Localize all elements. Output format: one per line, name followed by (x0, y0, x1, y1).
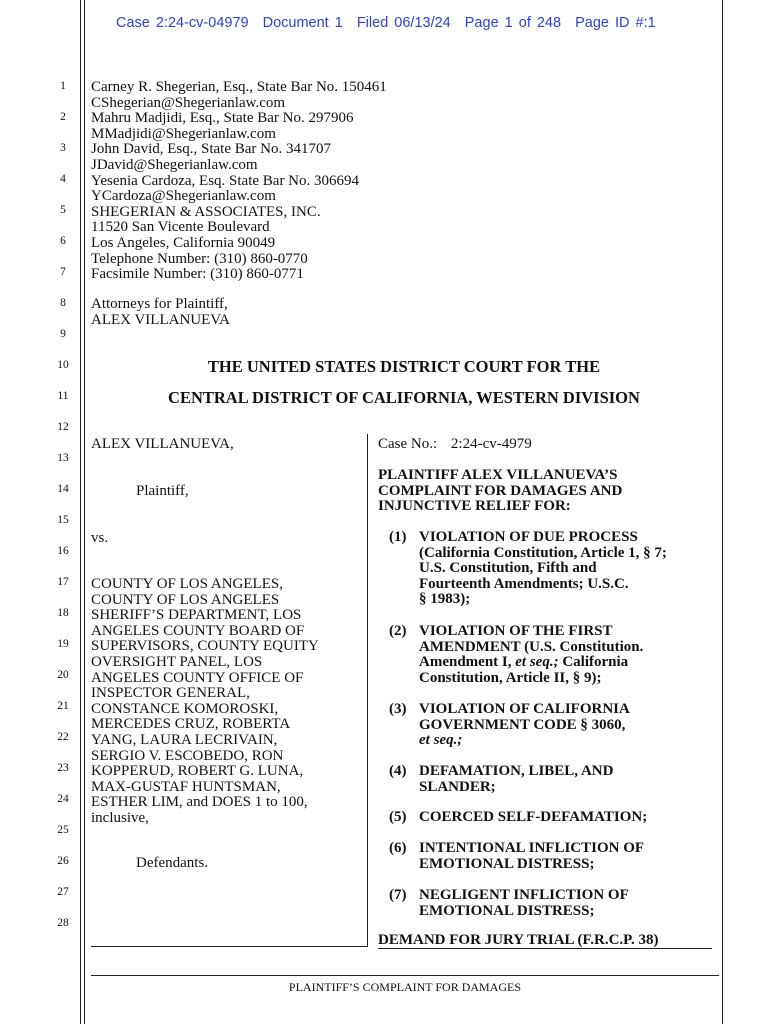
line-number: 1 (60, 80, 66, 92)
claim-text (419, 810, 647, 826)
line-number: 25 (57, 824, 69, 836)
defendant-line: CONSTANCE KOMOROSKI, (91, 700, 279, 717)
complaint-title-line: INJUNCTIVE RELIEF FOR: (378, 498, 571, 515)
line-number: 5 (60, 204, 66, 216)
line-number: 13 (57, 452, 69, 464)
case-number-label: Case No.: (378, 436, 438, 452)
defendants-label: Defendants. (136, 855, 209, 871)
left-margin-rule-outer (80, 0, 81, 1024)
claim-number: (3) (389, 701, 407, 717)
attorney-block (91, 80, 387, 283)
attorney-line: Facsimile Number: (310) 860-0771 (91, 266, 304, 283)
header-case: Case 2:24-cv-04979 (116, 15, 249, 31)
claim-number: (6) (389, 840, 407, 856)
defendant-line: SERGIO V. ESCOBEDO, RON (91, 747, 284, 764)
line-number: 11 (57, 390, 69, 402)
claim-line: Amendment I, et seq.; California (419, 654, 629, 671)
claim-text (419, 530, 667, 608)
plaintiff-name: ALEX VILLANUEVA, (91, 436, 234, 452)
jury-demand: DEMAND FOR JURY TRIAL (F.R.C.P. 38) (378, 932, 659, 948)
claim-line: et seq.; (419, 732, 463, 749)
claim-text (419, 841, 644, 872)
line-number: 4 (60, 173, 66, 185)
line-number: 16 (57, 545, 69, 557)
header-filed: Filed 06/13/24 (356, 15, 451, 31)
claim-line: DEFAMATION, LIBEL, AND (419, 763, 614, 779)
case-number-value: 2:24-cv-4979 (450, 436, 532, 452)
defendant-line: inclusive, (91, 809, 149, 826)
defendant-line: COUNTY OF LOS ANGELES (91, 591, 280, 608)
claim-line: EMOTIONAL DISTRESS; (419, 902, 595, 919)
complaint-title-line: COMPLAINT FOR DAMAGES AND (378, 482, 623, 499)
claim-number: (1) (389, 529, 407, 545)
defendant-line: OVERSIGHT PANEL, LOS (91, 653, 263, 670)
claim-line: INTENTIONAL INFLICTION OF (419, 840, 645, 856)
claim-line: VIOLATION OF THE FIRST (419, 623, 613, 639)
claim-text (419, 764, 613, 795)
defendant-line: KOPPERUD, ROBERT G. LUNA, (91, 763, 304, 780)
line-number: 20 (57, 669, 69, 681)
line-number: 14 (57, 483, 69, 495)
defendant-line: MAX-GUSTAF HUNTSMAN, (91, 778, 281, 795)
defendant-line: COUNTY OF LOS ANGELES, (91, 576, 283, 592)
claim-number: (7) (389, 887, 407, 903)
attorney-line: Los Angeles, California 90049 (91, 234, 276, 251)
line-number: 27 (57, 886, 69, 898)
left-margin-rule-inner (84, 0, 85, 1024)
attorneys-for-line: Attorneys for Plaintiff, (91, 296, 228, 312)
claim-number: (4) (389, 763, 407, 779)
claim-line: GOVERNMENT CODE § 3060, (419, 716, 626, 733)
claim-line: VIOLATION OF CALIFORNIA (419, 701, 630, 717)
defendant-line: INSPECTOR GENERAL, (91, 685, 250, 702)
claim-line: AMENDMENT (U.S. Constitution. (419, 638, 644, 655)
caption-divider-bottom (91, 946, 368, 947)
line-number: 28 (57, 917, 69, 929)
claim-line: § 1983); (419, 591, 471, 608)
line-number: 19 (57, 638, 69, 650)
line-number: 24 (57, 793, 69, 805)
claim-line: EMOTIONAL DISTRESS; (419, 855, 595, 872)
defendant-line: YANG, LAURA LECRIVAIN, (91, 731, 278, 748)
attorney-line: Carney R. Shegerian, Esq., State Bar No. 150461 (91, 79, 387, 95)
right-margin-rule (722, 0, 723, 1024)
defendant-line: SHERIFF’S DEPARTMENT, LOS (91, 607, 302, 624)
claim-text (419, 702, 630, 749)
line-number: 6 (60, 235, 66, 247)
footer-title: PLAINTIFF’S COMPLAINT FOR DAMAGES (288, 980, 522, 994)
attorney-line: 11520 San Vicente Boulevard (91, 219, 270, 236)
case-number (378, 437, 532, 453)
claim-line: VIOLATION OF DUE PROCESS (419, 529, 638, 545)
claim-line: SLANDER; (419, 778, 496, 795)
line-number: 21 (57, 700, 69, 712)
header-page-id: Page ID #:1 (575, 15, 656, 31)
defendant-line: MERCEDES CRUZ, ROBERTA (91, 716, 291, 733)
complaint-title (378, 468, 622, 515)
attorney-line: Telephone Number: (310) 860-0770 (91, 250, 308, 267)
line-number: 23 (57, 762, 69, 774)
line-number: 3 (60, 142, 66, 154)
defendant-line: ESTHER LIM, and DOES 1 to 100, (91, 794, 308, 811)
claim-number: (2) (389, 623, 407, 639)
attorney-line: JDavid@Shegerianlaw.com (91, 156, 258, 173)
line-number: 10 (57, 359, 69, 371)
attorneys-for-line: ALEX VILLANUEVA (91, 311, 231, 328)
claim-line: Constitution, Article II, § 9); (419, 669, 602, 686)
attorney-line: John David, Esq., State Bar No. 341707 (91, 141, 331, 158)
claim-text (419, 888, 629, 919)
attorney-line: MMadjidi@Shegerianlaw.com (91, 125, 276, 142)
line-number: 18 (57, 607, 69, 619)
claim-number: (5) (389, 809, 407, 825)
plaintiff-label: Plaintiff, (136, 483, 189, 499)
line-number: 17 (57, 576, 69, 588)
court-title-line-1: THE UNITED STATES DISTRICT COURT FOR THE (207, 357, 601, 376)
defendant-line: ANGELES COUNTY BOARD OF (91, 622, 305, 639)
defendant-line: ANGELES COUNTY OFFICE OF (91, 669, 304, 686)
line-number: 26 (57, 855, 69, 867)
ecf-header (116, 15, 656, 31)
defendants-list (91, 577, 319, 827)
line-number: 9 (60, 328, 66, 340)
claim-line: COERCED SELF-DEFAMATION; (419, 809, 648, 825)
line-number: 12 (57, 421, 69, 433)
defendant-line: SUPERVISORS, COUNTY EQUITY (91, 638, 319, 655)
claim-line: NEGLIGENT INFLICTION OF (419, 887, 629, 903)
line-number: 8 (60, 297, 66, 309)
line-number: 2 (60, 111, 66, 123)
complaint-title-line: PLAINTIFF ALEX VILLANUEVA’S (378, 467, 618, 483)
jury-demand-underline (378, 948, 712, 949)
claim-line: U.S. Constitution, Fifth and (419, 560, 597, 577)
header-page: Page 1 of 248 (464, 15, 562, 31)
attorney-line: SHEGERIAN & ASSOCIATES, INC. (91, 203, 321, 220)
line-number: 7 (60, 266, 66, 278)
attorney-line: Mahru Madjidi, Esq., State Bar No. 297906 (91, 110, 354, 127)
footer-rule (91, 975, 719, 976)
versus: vs. (91, 530, 109, 546)
caption-divider-vertical (367, 434, 368, 947)
attorneys-for-block (91, 297, 230, 328)
header-document: Document 1 (262, 15, 343, 31)
claim-line: Fourteenth Amendments; U.S.C. (419, 575, 629, 592)
court-title-line-2: CENTRAL DISTRICT OF CALIFORNIA, WESTERN DIVISION (168, 388, 640, 407)
line-number: 15 (57, 514, 69, 526)
attorney-line: Yesenia Cardoza, Esq. State Bar No. 306694 (91, 172, 360, 189)
claim-line: (California Constitution, Article 1, § 7; (419, 544, 667, 561)
attorney-line: YCardoza@Shegerianlaw.com (91, 188, 276, 205)
attorney-line: CShegerian@Shegerianlaw.com (91, 94, 286, 111)
line-number: 22 (57, 731, 69, 743)
claim-text (419, 624, 643, 686)
